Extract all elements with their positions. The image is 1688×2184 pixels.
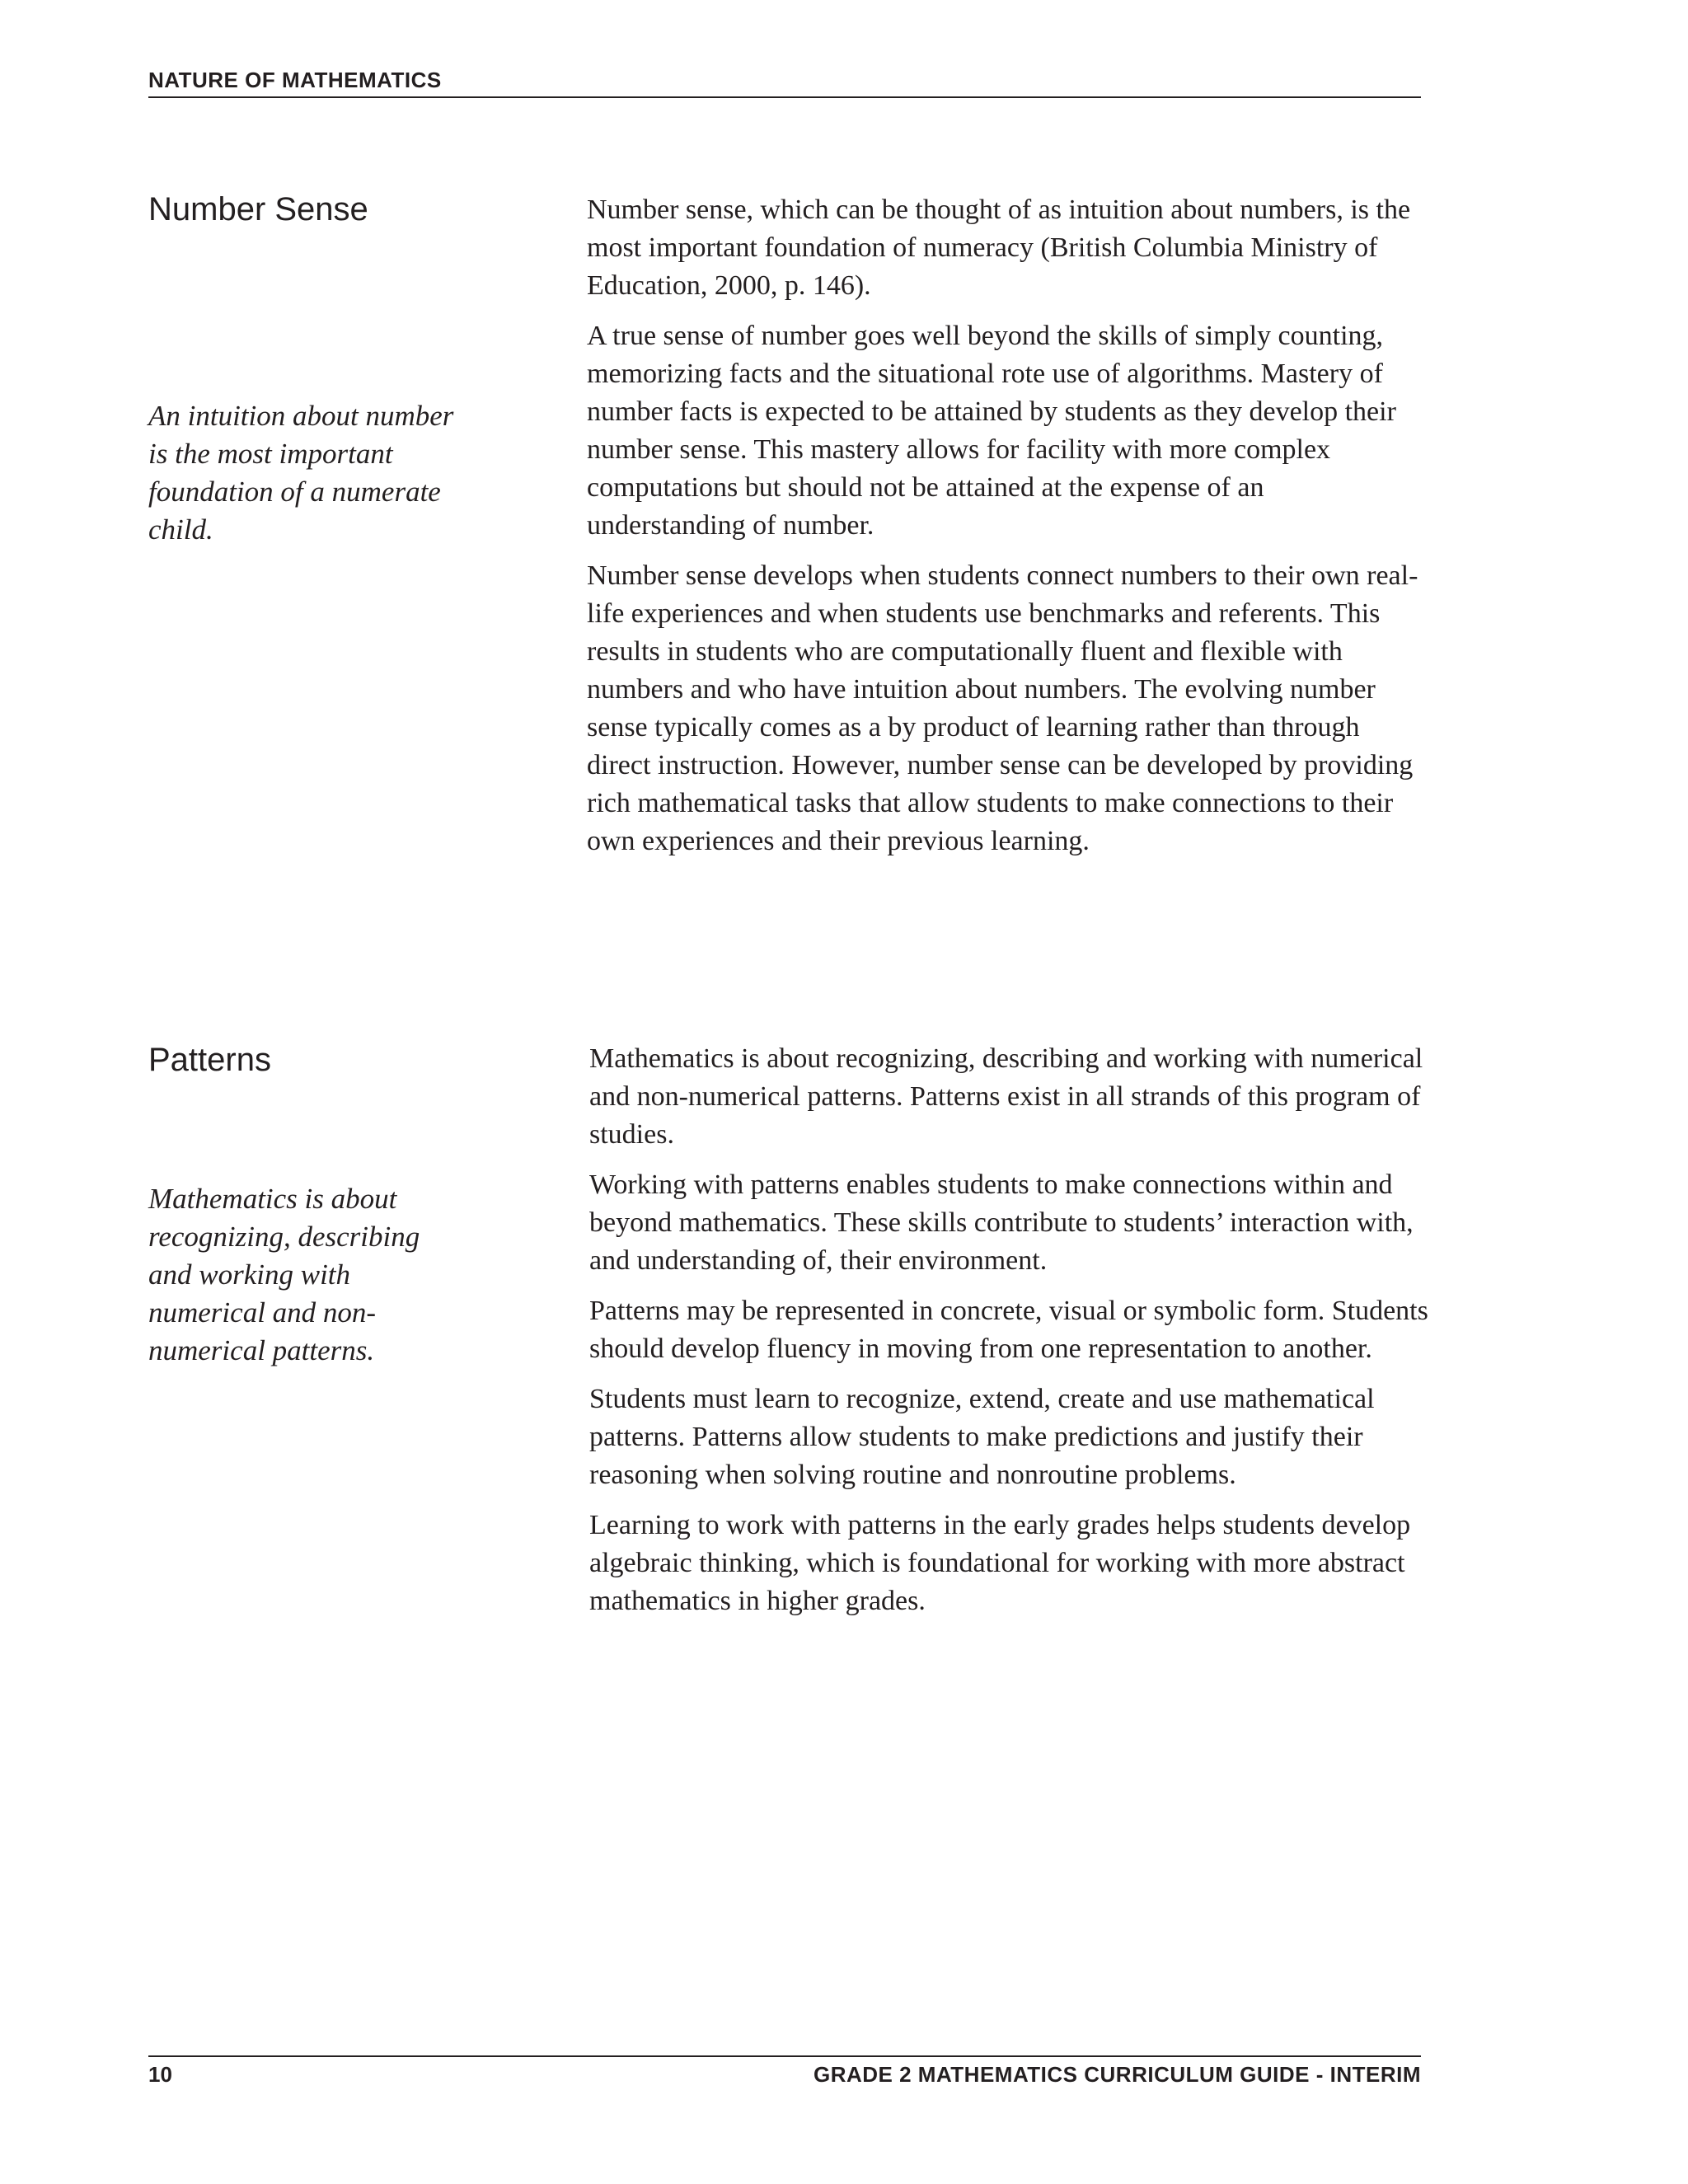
paragraph: Mathematics is about recognizing, describing and working with numerical and non-numerical patterns. Patterns exist in all strands of this program of studies.: [589, 1043, 1423, 1150]
footer-document-title: GRADE 2 MATHEMATICS CURRICULUM GUIDE - INTERIM: [813, 2062, 1421, 2087]
body-patterns: [589, 1040, 1430, 1633]
sidebar-quote-patterns: Mathematics is about recognizing, describing and working with numerical and non-numerical patterns.: [148, 1183, 420, 1366]
paragraph: Working with patterns enables students to make connections within and beyond mathematics. These skills contribute to students’ interaction with, and understanding of, their environment.: [589, 1169, 1414, 1276]
running-header: NATURE OF MATHEMATICS: [148, 68, 442, 92]
paragraph: Number sense, which can be thought of as intuition about numbers, is the most important foundation of numeracy (British Columbia Ministry of Education, 2000, p. 146).: [587, 194, 1411, 301]
section-title-number-sense: Number Sense: [148, 191, 368, 227]
paragraph: Students must learn to recognize, extend, create and use mathematical patterns. Patterns allow students to make predictions and justify their reasoning when solving routine and nonroutine problems.: [589, 1384, 1375, 1490]
paragraph: A true sense of number goes well beyond the skills of simply counting, memorizing facts and the situational rote use of algorithms. Mastery of number facts is expected to be attained by students as they develop their number sense. This mastery allows for facility with more complex computations but should not be attained at the expense of an understanding of number.: [587, 321, 1396, 541]
body-number-sense: [587, 191, 1428, 873]
header-rule: [148, 96, 1421, 98]
sidebar-quote-number-sense: An intuition about number is the most important foundation of a numerate child.: [148, 400, 454, 546]
footer-rule: [148, 2055, 1421, 2057]
paragraph: Number sense develops when students connect numbers to their own real-life experiences and when students use benchmarks and referents. This results in students who are computationally fluent and flexible with numbers and who have intuition about numbers. The evolving number sense typically comes as a by product of learning rather than through direct instruction. However, number sense can be developed by providing rich mathematical tasks that allow students to make connections to their own experiences and their previous learning.: [587, 560, 1418, 856]
paragraph: Learning to work with patterns in the early grades helps students develop algebraic thinking, which is foundational for working with more abstract mathematics in higher grades.: [589, 1510, 1411, 1616]
page-number: 10: [148, 2062, 172, 2087]
section-title-patterns: Patterns: [148, 1042, 271, 1078]
paragraph: Patterns may be represented in concrete, visual or symbolic form. Students should develop fluency in moving from one representation to another.: [589, 1296, 1428, 1364]
